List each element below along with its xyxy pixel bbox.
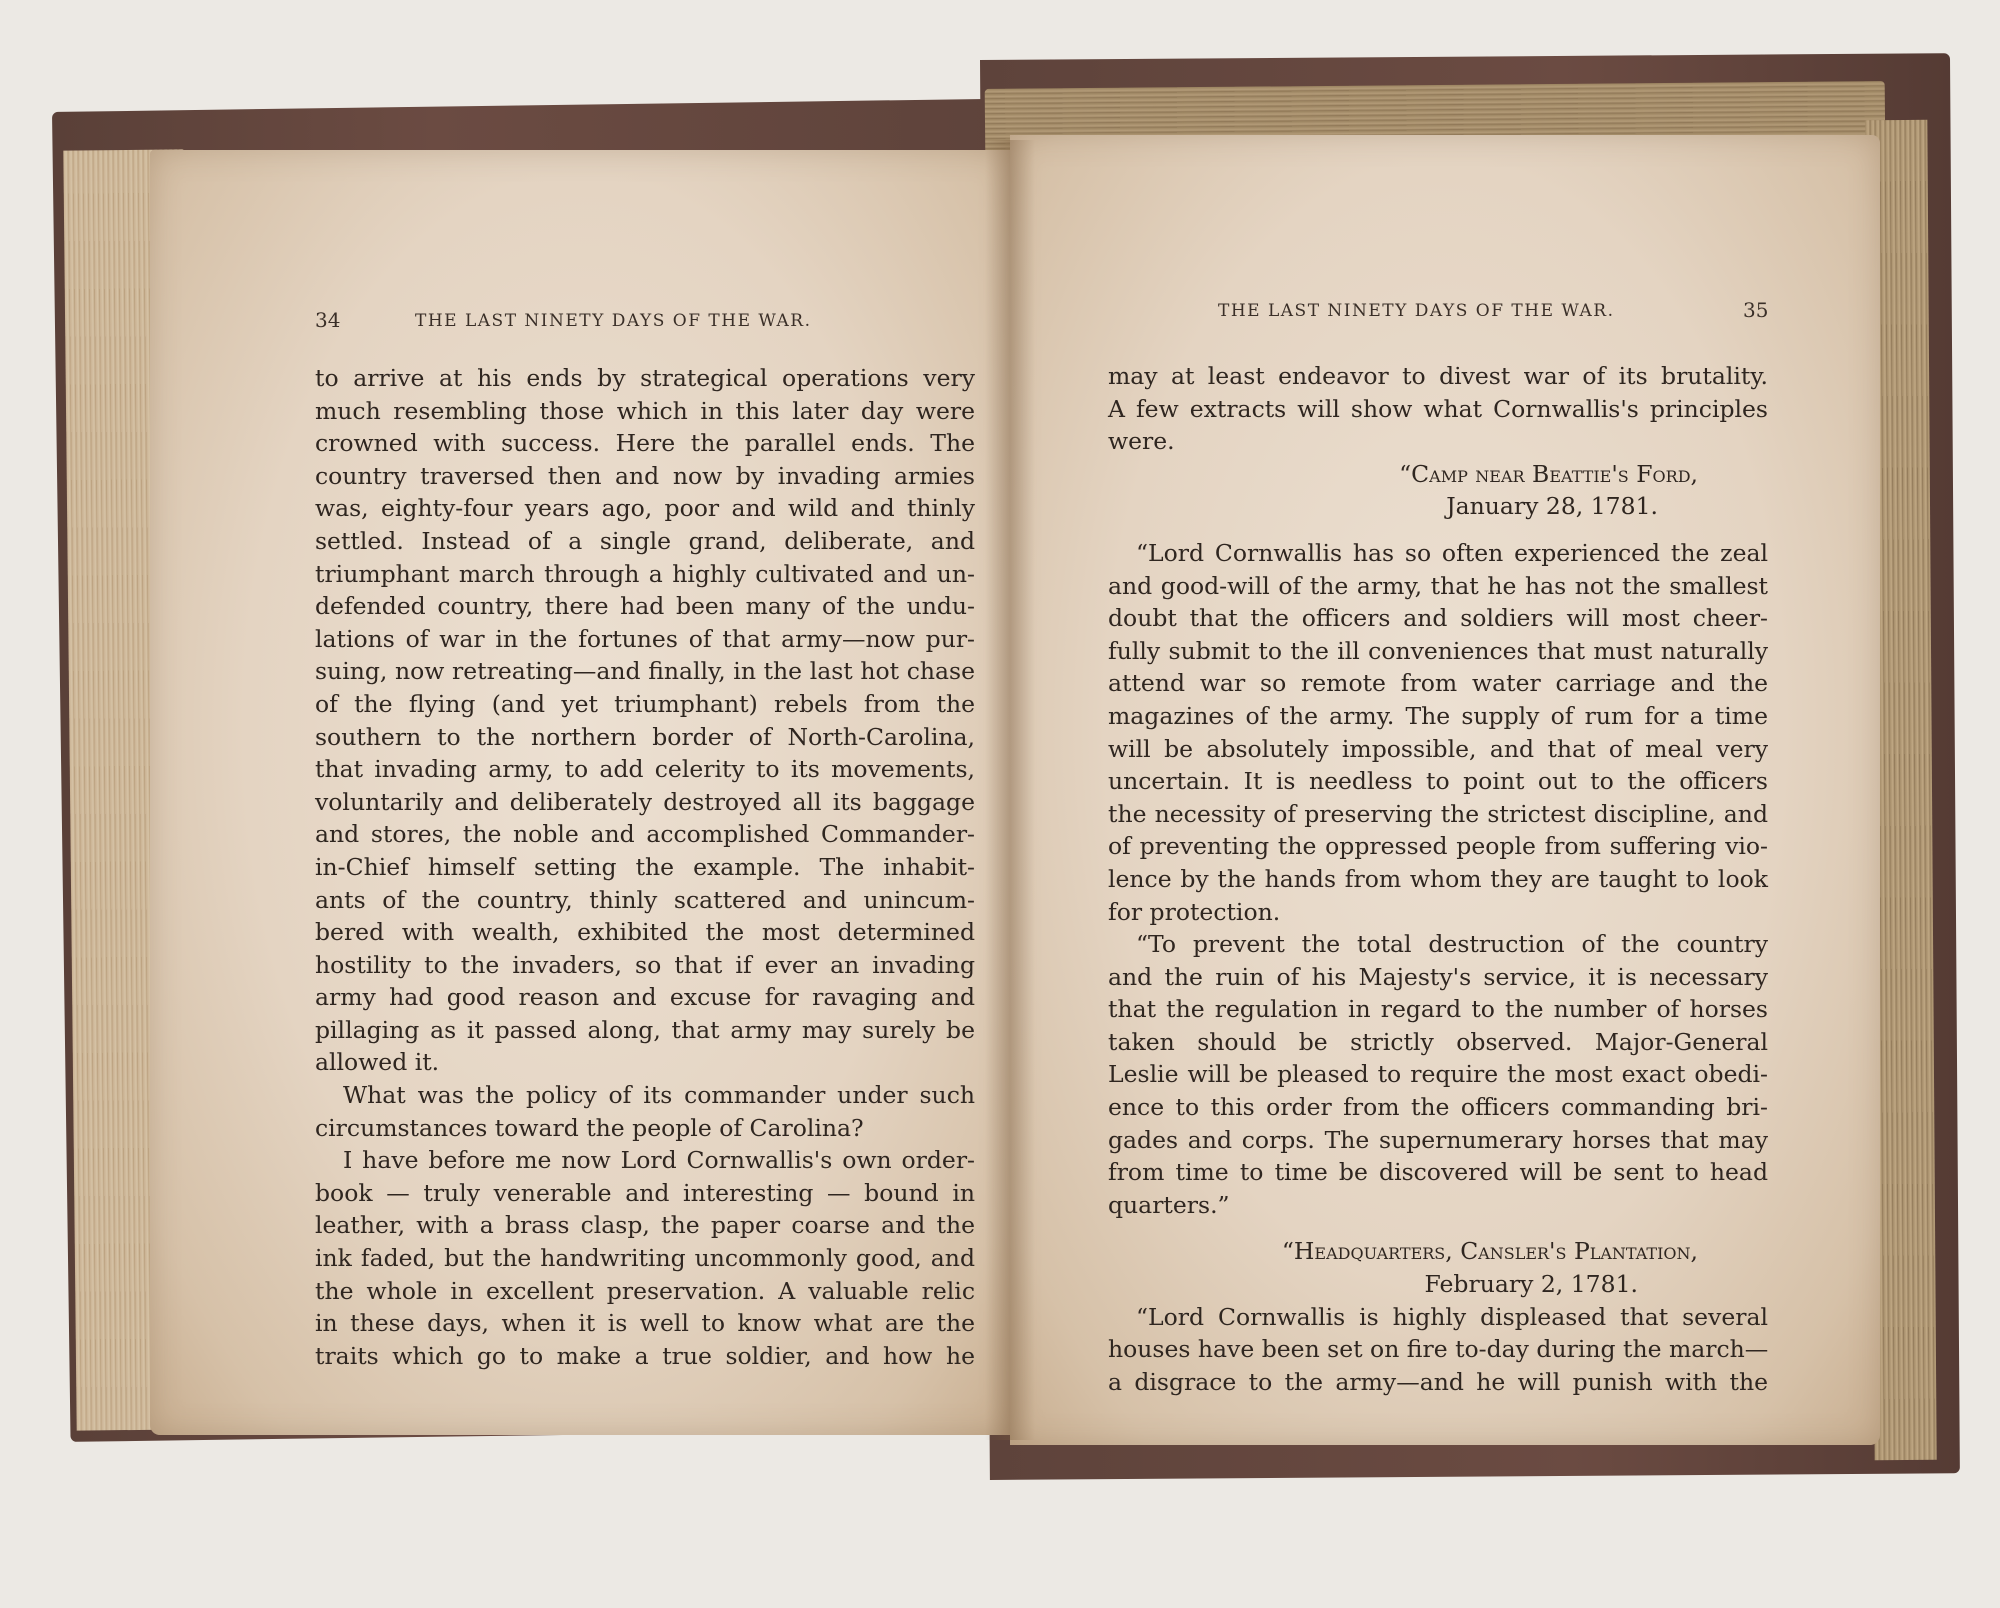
text-line: crowned with success. Here the parallel ends. The <box>315 429 975 458</box>
text-line: fully submit to the ill conveniences that must naturally <box>1108 636 1768 665</box>
text-line: voluntarily and deliberately destroyed all its baggage <box>315 787 975 816</box>
text-line: will be absolutely impossible, and that of meal very <box>1108 734 1768 763</box>
text-line: may at least endeavor to divest war of its brutality. <box>1108 362 1768 390</box>
text-line: defended country, there had been many of the undu- <box>315 592 975 621</box>
text-line: was, eighty-four years ago, poor and wild and thinly <box>315 494 975 523</box>
left-running-head: THE LAST NINETY DAYS OF THE WAR. <box>415 311 812 331</box>
text-line: Leslie will be pleased to require the most exact obedi- <box>1108 1060 1768 1089</box>
text-line: gades and corps. The supernumerary horses that may <box>1108 1125 1768 1154</box>
text-line: bered with wealth, exhibited the most determined <box>315 918 975 947</box>
text-line: in these days, when it is well to know what are the <box>315 1309 975 1338</box>
right-running-head: THE LAST NINETY DAYS OF THE WAR. <box>1218 301 1615 321</box>
text-line: for protection. <box>1108 897 1281 926</box>
text-line: leather, with a brass clasp, the paper coarse and the <box>315 1211 975 1240</box>
text-line: magazines of the army. The supply of rum for a time <box>1108 701 1768 730</box>
text-line: circumstances toward the people of Carolina? <box>315 1113 864 1142</box>
text-line: ink faded, but the handwriting uncommonly good, and <box>315 1244 975 1273</box>
dateline-place: “Headquarters, Cansler's Plantation, <box>1281 1237 1698 1266</box>
text-line: ants of the country, thinly scattered and unincum- <box>315 885 975 914</box>
text-line: A few extracts will show what Cornwallis's principles <box>1108 394 1768 423</box>
text-line: ence to this order from the officers commanding bri- <box>1108 1093 1768 1122</box>
text-line: that invading army, to add celerity to its movements, <box>315 755 975 784</box>
text-line: a disgrace to the army—and he will punish with the <box>1108 1367 1768 1396</box>
text-line: allowed it. <box>315 1048 440 1077</box>
text-line: “Lord Cornwallis is highly displeased that several <box>1136 1302 1768 1331</box>
text-line: from time to time be discovered will be sent to head <box>1108 1158 1768 1187</box>
text-line: “To prevent the total destruction of the country <box>1136 930 1768 959</box>
text-line: in-Chief himself setting the example. The inhabit- <box>315 852 975 881</box>
text-line: and stores, the noble and accomplished Commander- <box>315 820 975 849</box>
text-line: were. <box>1108 427 1175 456</box>
text-line: army had good reason and excuse for ravaging and <box>315 983 975 1012</box>
left-page-number: 34 <box>315 308 341 332</box>
text-line: to arrive at his ends by strategical operations very <box>315 364 975 392</box>
text-line: I have before me now Lord Cornwallis's own order- <box>343 1146 975 1175</box>
text-line: of the flying (and yet triumphant) rebels from the <box>315 689 975 718</box>
text-line: that the regulation in regard to the number of horses <box>1108 995 1768 1024</box>
text-line: lence by the hands from whom they are taught to look <box>1108 864 1768 893</box>
text-line: lations of war in the fortunes of that army—now pur- <box>315 624 975 653</box>
text-line: “Lord Cornwallis has so often experienced the zeal <box>1136 538 1768 567</box>
text-line: book — truly venerable and interesting — bound in <box>315 1178 975 1207</box>
text-line: taken should be strictly observed. Major-General <box>1108 1027 1768 1056</box>
dateline-date: January 28, 1781. <box>1446 492 1658 521</box>
dateline-place: “Camp near Beattie's Ford, <box>1399 459 1698 488</box>
text-line: southern to the northern border of North-Carolina, <box>315 722 975 751</box>
text-line: suing, now retreating—and finally, in the last hot chase <box>315 657 975 686</box>
text-line: the whole in excellent preservation. A valuable relic <box>315 1276 975 1305</box>
right-page-body <box>1108 360 1768 1398</box>
text-line: hostility to the invaders, so that if ever an invading <box>315 950 975 979</box>
text-line: What was the policy of its commander under such <box>343 1081 975 1110</box>
text-line: doubt that the officers and soldiers will most cheer- <box>1108 604 1768 633</box>
text-line: settled. Instead of a single grand, deliberate, and <box>315 526 975 555</box>
text-line: attend war so remote from water carriage and the <box>1108 669 1768 698</box>
text-line: quarters.” <box>1108 1190 1230 1219</box>
text-line: triumphant march through a highly cultivated and un- <box>315 559 975 588</box>
text-line: of preventing the oppressed people from suffering vio- <box>1108 832 1768 861</box>
text-line: the necessity of preserving the strictest discipline, and <box>1108 799 1768 828</box>
book-gutter <box>985 140 1035 1440</box>
text-line: houses have been set on fire to-day during the march— <box>1108 1335 1769 1364</box>
text-line: and good-will of the army, that he has not the smallest <box>1108 571 1768 600</box>
text-line: much resembling those which in this later day were <box>315 396 975 425</box>
left-page-body <box>315 362 975 1372</box>
text-line: and the ruin of his Majesty's service, it is necessary <box>1108 962 1768 991</box>
text-line: country traversed then and now by invading armies <box>315 461 975 490</box>
text-line: traits which go to make a true soldier, and how he <box>315 1341 975 1370</box>
right-page-number: 35 <box>1743 298 1769 322</box>
text-line: pillaging as it passed along, that army may surely be <box>315 1015 975 1044</box>
text-line: uncertain. It is needless to point out to the officers <box>1108 767 1768 796</box>
dateline-date: February 2, 1781. <box>1424 1270 1638 1299</box>
